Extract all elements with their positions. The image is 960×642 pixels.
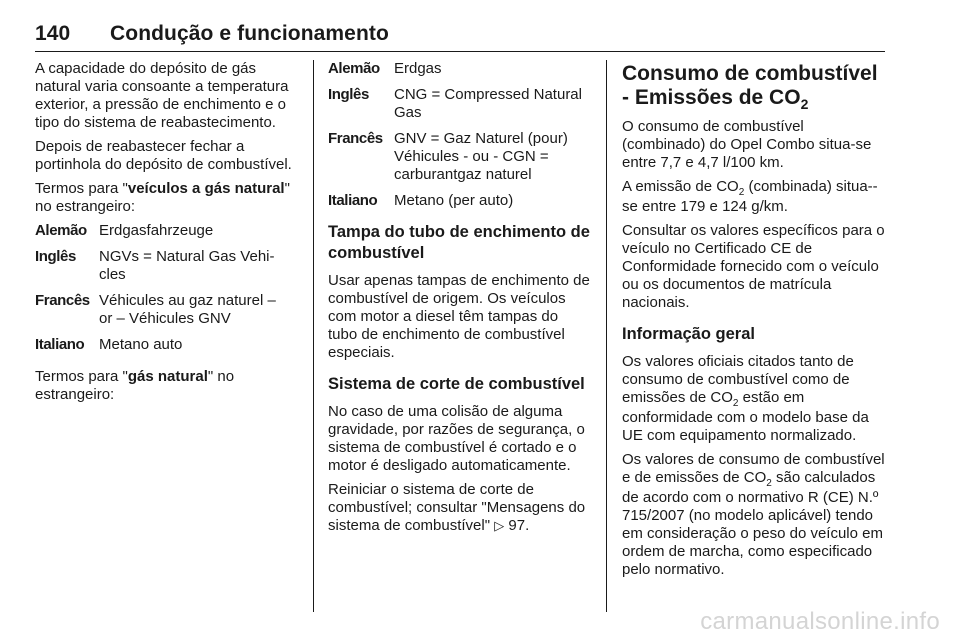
term-text: Erdgasfahrzeuge (99, 222, 214, 239)
term-row (328, 192, 590, 210)
term-row (328, 86, 590, 122)
term-text: Erdgas (394, 60, 442, 77)
term-language: Italiano (328, 192, 378, 209)
term-language: Francês (35, 292, 90, 309)
term-row (35, 248, 293, 284)
column-divider (313, 60, 314, 612)
term-language: Inglês (328, 86, 369, 103)
page-number: 140 (35, 22, 71, 45)
paragraph: Consultar os valores específicos para o veículo no Certificado CE de Conformidade fornecido com o veículo ou os documentos de matrícula nacionais. (622, 222, 885, 311)
page-reference-icon: ▷ (494, 518, 505, 533)
column-3 (622, 60, 887, 585)
term-text: Metano auto (99, 336, 183, 353)
column-divider (606, 60, 607, 612)
column-2 (328, 60, 590, 541)
page-header (35, 22, 389, 46)
section-heading: Tampa do tubo de enchimento de combustível (328, 223, 590, 262)
paragraph: Os valores de consumo de combustível e de emissões de $CO_2$ são calculados de acordo com o normativo R (CE) N.º 715/2007 (no modelo aplicável) tendo em consideração o peso do veículo em ordem de marcha, como especificado pelo normativo. (622, 451, 885, 578)
term-text: Metano (per auto) (394, 192, 514, 209)
term-text: CNG = Compressed Natural Gas (394, 86, 582, 121)
term-row (35, 336, 293, 354)
paragraph: No caso de uma colisão de alguma gravidade, por razões de segurança, o sistema de combustível é cortado e o motor é desligado automaticamente. (328, 403, 585, 474)
section-heading: Informação geral (622, 325, 755, 343)
paragraph: O consumo de combustível (combinado) do Opel Combo situa-se entre 7,7 e 4,7 l/100 km. (622, 118, 872, 171)
paragraph: Os valores oficiais citados tanto de consumo de combustível como de emissões de $CO_2$ estão em conformidade com o modelo base da UE com equipamento normalizado. (622, 353, 869, 444)
term-language: Francês (328, 130, 383, 147)
term-language: Alemão (328, 60, 380, 77)
page-reference[interactable]: 97. (508, 517, 530, 534)
paragraph: Usar apenas tampas de enchimento de combustível de origem. Os veículos com motor a diesel têm tampas do tubo de enchimento de combustível especiais. (328, 272, 590, 361)
term-language: Italiano (35, 336, 85, 353)
term-language: Inglês (35, 248, 76, 265)
paragraph: Depois de reabastecer fechar a portinhola do depósito de combustível. (35, 138, 292, 173)
page-title: Condução e funcionamento (110, 22, 389, 45)
section-heading: Sistema de corte de combustível (328, 375, 585, 393)
watermark: carmanualsonline.info (700, 608, 940, 635)
paragraph: A emissão de $CO_2$ (combinada) situa--se entre 179 e 124 g/km. (622, 178, 878, 215)
term-text: Véhicules au gaz naturel – or – Véhicules GNV (99, 292, 276, 327)
term-text: GNV = Gaz Naturel (pour) Véhicules - ou - CGN = carburantgaz naturel (394, 130, 568, 183)
paragraph: A capacidade do depósito de gás natural varia consoante a temperatura exterior, a pressão de enchimento e o tipo do sistema de reabastecimento. (35, 60, 289, 131)
term-row (35, 292, 293, 328)
term-language: Alemão (35, 222, 87, 239)
paragraph: Termos para "veículos a gás natural" no estrangeiro: (35, 180, 290, 215)
column-1 (35, 60, 293, 410)
term-list (328, 60, 590, 210)
paragraph: Termos para "gás natural" no estrangeiro: (35, 368, 235, 403)
header-rule (35, 51, 885, 52)
term-text: NGVs = Natural Gas Vehi-cles (99, 248, 275, 283)
term-row (35, 222, 293, 240)
term-row (328, 60, 590, 78)
term-row (328, 130, 590, 184)
paragraph: Reiniciar o sistema de corte de combustível; consultar "Mensagens do sistema de combustível" ▷ 97. (328, 481, 586, 534)
section-title: Consumo de combustível - Emissões de $CO_2$ (622, 62, 878, 112)
term-list (35, 222, 293, 354)
